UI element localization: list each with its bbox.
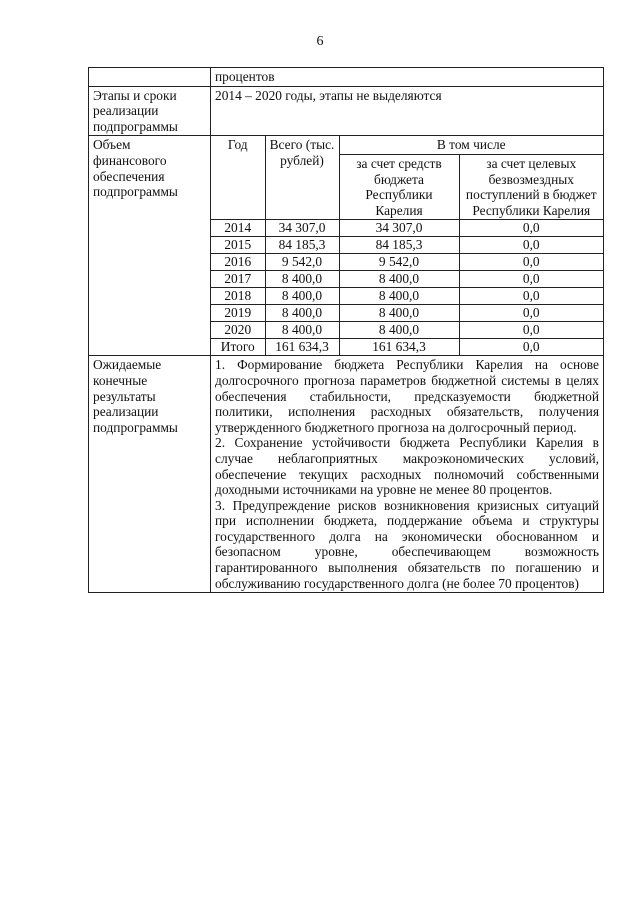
funding-data-row	[211, 322, 603, 339]
year-cell: 2019	[211, 305, 265, 322]
year-cell: 2017	[211, 271, 265, 288]
stages-row	[89, 86, 604, 136]
header-including: В том числе	[339, 136, 603, 154]
funding-data-row	[211, 271, 603, 288]
budget-cell: 9 542,0	[339, 254, 459, 271]
header-budget: за счет средств бюджета Республики Карелия	[339, 154, 459, 219]
stages-value: 2014 – 2020 годы, этапы не выделяются	[211, 86, 604, 136]
header-total: Всего (тыс. рублей)	[265, 136, 339, 219]
funding-data-row	[211, 237, 603, 254]
year-cell: 2015	[211, 237, 265, 254]
total-cell: 8 400,0	[265, 322, 339, 339]
passport-table	[88, 67, 604, 593]
result-item: 1. Формирование бюджета Республики Карелия на основе долгосрочного прогноза параметров бюджетной системы в целях обеспечения стабильности, предсказуемости бюджетной политики, исполнения расходных обязательств, получения утвержденного бюджетного прогноза на долгосрочный период.	[215, 357, 599, 435]
stages-label: Этапы и сроки реализации подпрограммы	[89, 86, 211, 136]
total-cell: 34 307,0	[265, 220, 339, 237]
result-item: 3. Предупреждение рисков возникновения кризисных ситуаций при исполнении бюджета, поддержание объема и структуры государственного долга на экономически обоснованном и безопасном уровне, обеспечивающем возможность гарантированного выполнения обязательств по погашению и обслуживанию государственного долга (не более 70 процентов)	[215, 497, 599, 591]
funding-data-row	[211, 220, 603, 237]
targeted-cell: 0,0	[459, 288, 603, 305]
funding-table	[211, 136, 603, 355]
results-row	[89, 356, 604, 593]
budget-cell: 84 185,3	[339, 237, 459, 254]
targeted-cell: 0,0	[459, 237, 603, 254]
total-cell: 161 634,3	[265, 339, 339, 356]
total-cell: 84 185,3	[265, 237, 339, 254]
year-cell: 2018	[211, 288, 265, 305]
continuation-row	[89, 68, 604, 87]
budget-cell: 34 307,0	[339, 220, 459, 237]
total-cell: 8 400,0	[265, 288, 339, 305]
results-label: Ожидаемые конечные результаты реализации подпрограммы	[89, 356, 211, 593]
header-targeted: за счет целевых безвозмездных поступлений в бюджет Республики Карелия	[459, 154, 603, 219]
funding-row	[89, 136, 604, 356]
budget-cell: 8 400,0	[339, 305, 459, 322]
targeted-cell: 0,0	[459, 339, 603, 356]
targeted-cell: 0,0	[459, 254, 603, 271]
total-cell: 8 400,0	[265, 305, 339, 322]
targeted-cell: 0,0	[459, 305, 603, 322]
funding-data-row	[211, 288, 603, 305]
results-cell	[211, 356, 604, 593]
funding-label: Объем финансового обеспечения подпрограммы	[89, 136, 211, 356]
targeted-cell: 0,0	[459, 220, 603, 237]
continuation-text: процентов	[211, 68, 604, 87]
year-cell: 2014	[211, 220, 265, 237]
funding-cell	[211, 136, 604, 356]
budget-cell: 8 400,0	[339, 271, 459, 288]
targeted-cell: 0,0	[459, 271, 603, 288]
header-year: Год	[211, 136, 265, 219]
funding-header-row	[211, 136, 603, 154]
result-item: 2. Сохранение устойчивости бюджета Республики Карелия в случае неблагоприятных макроэкономических условий, обеспечение текущих расходных полномочий собственными доходными источниками на уровне не менее 80 процентов.	[215, 435, 599, 498]
continuation-label-cell	[89, 68, 211, 87]
year-cell: 2020	[211, 322, 265, 339]
budget-cell: 8 400,0	[339, 322, 459, 339]
budget-cell: 161 634,3	[339, 339, 459, 356]
funding-total-row	[211, 339, 603, 356]
targeted-cell: 0,0	[459, 322, 603, 339]
page-number: 6	[316, 34, 324, 49]
budget-cell: 8 400,0	[339, 288, 459, 305]
funding-data-row	[211, 305, 603, 322]
total-cell: 8 400,0	[265, 271, 339, 288]
funding-data-row	[211, 254, 603, 271]
year-cell: Итого	[211, 339, 265, 356]
total-cell: 9 542,0	[265, 254, 339, 271]
year-cell: 2016	[211, 254, 265, 271]
